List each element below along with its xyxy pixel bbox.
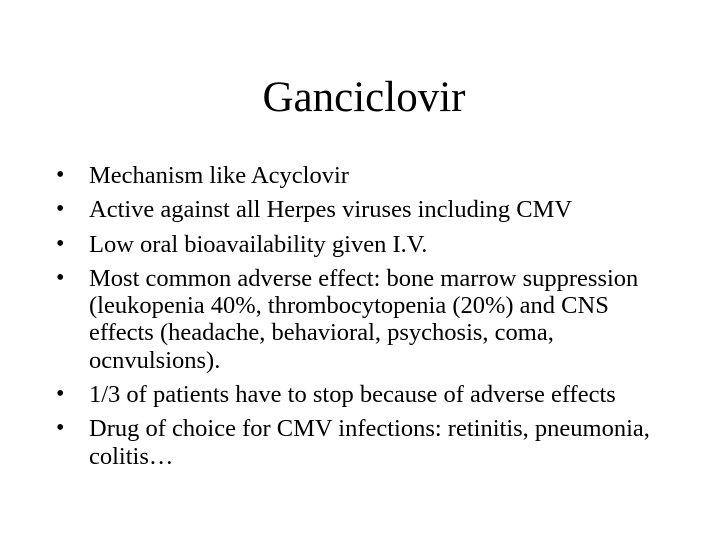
bullet-text: 1/3 of patients have to stop because of adverse effects <box>89 381 616 409</box>
bullet-item <box>56 162 676 189</box>
bullet-icon: • <box>56 230 65 257</box>
bullet-item <box>56 381 676 408</box>
bullet-icon: • <box>56 415 65 442</box>
bullet-text: Drug of choice for CMV infections: retinitis, pneumonia, colitis… <box>89 415 650 470</box>
bullet-item <box>56 415 676 470</box>
bullet-icon: • <box>56 264 65 291</box>
bullet-text: Active against all Herpes viruses including CMV <box>89 196 573 224</box>
bullet-item <box>56 196 676 223</box>
bullet-item <box>56 231 676 258</box>
bullet-icon: • <box>56 162 65 188</box>
bullet-text: Most common adverse effect: bone marrow suppression (leukopenia 40%, thrombocytopenia (20%) and CNS effects (headache, behavioral, psychosis, coma, ocnvulsions). <box>89 264 639 374</box>
bullet-text: Low oral bioavailability given I.V. <box>89 230 428 258</box>
bullet-text: Mechanism like Acyclovir <box>89 162 349 189</box>
bullet-item <box>56 265 676 374</box>
bullet-icon: • <box>56 196 65 223</box>
bullet-icon: • <box>56 381 65 408</box>
slide-title: Ganciclovir <box>262 74 466 121</box>
bullet-list <box>56 162 676 477</box>
